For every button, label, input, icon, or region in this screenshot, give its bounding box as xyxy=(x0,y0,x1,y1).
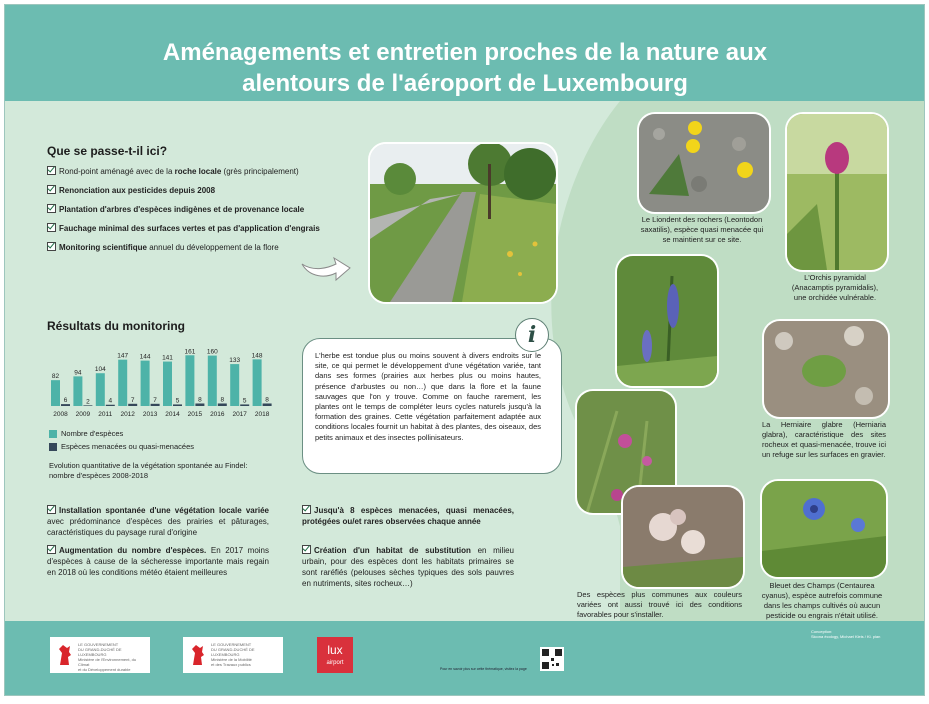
bar-threatened xyxy=(151,404,160,406)
logo-line: et des Travaux publics xyxy=(211,662,251,667)
legend-item-species xyxy=(49,429,123,438)
logo-airport: airport xyxy=(326,660,344,666)
logo-line: Ministère de la Mobilité xyxy=(211,657,252,662)
data-label: 5 xyxy=(175,397,180,405)
result-item xyxy=(47,544,269,578)
legend-label: Nombre d'espèces xyxy=(61,429,124,438)
data-label: 8 xyxy=(198,396,202,404)
logo-line: DU GRAND-DUCHÉ DE LUXEMBOURG xyxy=(211,647,255,657)
data-label: 160 xyxy=(206,348,218,356)
x-tick-label: 2012 xyxy=(120,411,135,418)
x-tick-label: 2017 xyxy=(232,411,247,418)
data-label: 8 xyxy=(220,396,225,404)
logo-text xyxy=(78,642,148,672)
caption-bleuet: Bleuet des Champs (Centaurea cyanus), espèce autrefois commune dans les champs cultivés où aucun pesticide ou engrais n'était utilisé. xyxy=(761,581,883,620)
result-item xyxy=(302,544,514,589)
x-tick-label: 2009 xyxy=(75,411,91,418)
poster xyxy=(4,4,925,696)
caption-liondent: Le Liondent des rochers (Leontodon saxatilis), espèce quasi menacée qui se maintient sur ce site. xyxy=(640,215,764,244)
info-icon: i xyxy=(515,318,549,352)
checkbox-icon xyxy=(47,242,56,251)
caption-especes: Des espèces plus communes aux couleurs variées ont aussi trouvé ici des conditions favorables pour s'installer. xyxy=(577,590,742,619)
result-bold: Installation spontanée d'une végétation locale variée xyxy=(59,506,269,515)
data-label: 7 xyxy=(153,396,157,404)
section-title-what: Que se passe-t-il ici? xyxy=(47,144,168,158)
data-label: 5 xyxy=(242,397,247,405)
caption-herniaire: La Herniaire glabre (Herniaria glabra), caractéristique des sites rocheux et quasi-menacée, trouve ici un refuge sur les surfaces en gravier. xyxy=(762,420,886,459)
data-label: 104 xyxy=(94,366,106,374)
section-title-results: Résultats du monitoring xyxy=(47,319,185,333)
bar-threatened xyxy=(218,403,227,406)
data-label: 133 xyxy=(229,357,241,365)
data-label: 144 xyxy=(139,353,151,361)
chart-caption xyxy=(49,461,247,481)
bar-species xyxy=(185,355,194,406)
credits xyxy=(811,629,911,639)
bar-species xyxy=(73,376,82,406)
item-bold: Renonciation aux pesticides depuis 2008 xyxy=(59,186,216,195)
lion-icon xyxy=(189,643,207,667)
x-tick-label: 2011 xyxy=(98,411,113,418)
bar-threatened xyxy=(240,404,249,406)
data-label: 161 xyxy=(184,348,196,356)
checkbox-icon xyxy=(302,505,311,514)
bar-threatened xyxy=(195,403,204,406)
checkbox-icon xyxy=(302,545,311,554)
lion-icon xyxy=(56,643,74,667)
photo-liondent xyxy=(637,112,771,214)
bar-species xyxy=(118,360,127,406)
credit-text: Sicona écology, Michael Kleis / Kl. pian xyxy=(811,634,881,639)
item-bold: roche locale xyxy=(174,167,222,176)
checkbox-icon xyxy=(47,185,56,194)
legend-swatch xyxy=(49,430,57,438)
title-line-1: Aménagements et entretien proches de la nature aux xyxy=(162,39,768,66)
result-bold: Création d'un habitat de substitution xyxy=(314,546,471,555)
qr-text: Pour en savoir plus sur cette thématique, visitez la page xyxy=(440,667,527,671)
checkbox-icon xyxy=(47,166,56,175)
result-text: En 2017 moins d'espèces à cause de la sécheresse importante mais regain en 2018 où les conditions météo étaient meilleures xyxy=(47,546,269,577)
bar-threatened xyxy=(128,404,137,406)
checkbox-icon xyxy=(47,204,56,213)
bar-species xyxy=(96,373,105,406)
checklist-item xyxy=(47,184,337,196)
result-item xyxy=(302,504,514,527)
checkbox-icon xyxy=(47,505,56,514)
item-text: Rond-point aménagé avec de la xyxy=(59,167,175,176)
bar-species xyxy=(163,362,172,406)
data-label: 4 xyxy=(108,397,113,405)
data-label: 82 xyxy=(51,373,60,381)
photo-herniaire xyxy=(762,319,890,419)
data-label: 141 xyxy=(162,354,173,362)
result-text: avec prédominance d'espèces des prairies et pâturages, caractéristiques du paysage rural d'origine xyxy=(47,517,269,537)
logo-line: LE GOUVERNEMENT xyxy=(78,642,119,647)
caption-orchis: L'Orchis pyramidal (Anacamptis pyramidalis), une orchidée vulnérable. xyxy=(791,273,879,302)
data-label: 2 xyxy=(86,398,90,406)
photo-orchis xyxy=(785,112,889,272)
result-item xyxy=(47,504,269,538)
x-tick-label: 2015 xyxy=(187,411,203,418)
item-bold: Plantation d'arbres d'espèces indigènes et de provenance locale xyxy=(59,205,305,214)
bar-threatened xyxy=(263,403,272,406)
bar-species xyxy=(253,359,262,406)
x-tick-label: 2016 xyxy=(210,411,225,418)
photo-white-flowers xyxy=(621,485,745,589)
photo-road-verge xyxy=(368,142,558,304)
checklist-item xyxy=(47,203,337,215)
photo-bleuet xyxy=(760,479,888,579)
title-line-2: alentours de l'aéroport de Luxembourg xyxy=(242,70,688,97)
data-label: 6 xyxy=(63,397,68,405)
item-bold: Monitoring scientifique xyxy=(59,243,147,252)
bar-species xyxy=(208,356,217,406)
data-label: 148 xyxy=(251,352,263,360)
logo-line: Ministère de l'Environnement, du Climat xyxy=(78,657,137,667)
chart-caption-line: nombre d'espèces 2008-2018 xyxy=(49,471,149,480)
arrow-right-icon xyxy=(300,254,352,284)
result-text: en milieu urbain, pour des espèces dont les habitats primaires se sont raréfiés (pelouses sèches typiques des sols pauvres en nutriments, sites rocheux…) xyxy=(302,546,514,588)
checklist-item xyxy=(47,241,337,253)
logo-ministry-mobility xyxy=(183,637,283,673)
info-text: L'herbe est tondue plus ou moins souvent à divers endroits sur le site, ce qui permet le développement d'une végétation variée, tant dans ses formes (prairies aux herbes plus ou moins hautes, présence d'arbustes ou non…) que dans la flore et la faune sauvages que l'on y trouve. Comme on fauche rarement, les plantes ont le temps de compléter leurs cycles naturels jusqu'à la formation des graines. Cette végétation parfaitement adaptée aux conditions locales fournit un habitat à des plantes, des oiseaux, des petits animaux et des insectes pollinisateurs. xyxy=(315,351,541,442)
legend-label: Espèces menacées ou quasi-menacées xyxy=(61,442,194,451)
result-bold: Jusqu'à 8 espèces menacées, quasi menacées, protégées ou/et rares observées chaque année xyxy=(302,506,514,526)
qr-code-icon[interactable] xyxy=(540,647,564,671)
item-bold: Fauchage minimal des surfaces vertes et pas d'application d'engrais xyxy=(59,224,320,233)
checkbox-icon xyxy=(47,545,56,554)
bar-threatened xyxy=(61,404,70,406)
x-tick-label: 2008 xyxy=(53,411,68,418)
logo-line: et du Développement durable xyxy=(78,667,131,672)
checklist-item xyxy=(47,222,347,234)
logo-lux-airport xyxy=(317,637,353,673)
logo-lux: lux xyxy=(327,643,343,657)
credit-label: Conception: xyxy=(811,629,833,634)
data-label: 7 xyxy=(130,396,135,404)
bar-threatened xyxy=(83,405,92,406)
bar-threatened xyxy=(173,404,182,406)
photo-vipers-bugloss xyxy=(615,254,719,388)
species-bar-chart xyxy=(49,340,273,420)
item-text: (grès principalement) xyxy=(221,167,299,176)
x-tick-label: 2014 xyxy=(165,411,180,418)
result-bold: Augmentation du nombre d'espèces. xyxy=(59,546,207,555)
logo-line: DU GRAND-DUCHÉ DE LUXEMBOURG xyxy=(78,647,122,657)
item-text: annuel du développement de la flore xyxy=(147,243,279,252)
bar-species xyxy=(51,380,60,406)
checkbox-icon xyxy=(47,223,56,232)
data-label: 147 xyxy=(117,352,129,360)
legend-swatch xyxy=(49,443,57,451)
bar-threatened xyxy=(106,405,115,406)
bar-species xyxy=(230,364,239,406)
data-label: 8 xyxy=(265,396,269,404)
bar-species xyxy=(141,361,150,406)
checklist-item xyxy=(47,165,337,177)
data-label: 94 xyxy=(74,369,82,377)
logo-line: LE GOUVERNEMENT xyxy=(211,642,252,647)
legend-item-threatened xyxy=(49,442,194,451)
logo-ministry-environment xyxy=(50,637,150,673)
x-tick-label: 2018 xyxy=(254,411,270,418)
chart-caption-line: Evolution quantitative de la végétation spontanée au Findel: xyxy=(49,461,248,470)
logo-text xyxy=(211,642,281,667)
x-tick-label: 2013 xyxy=(142,411,158,418)
poster-title xyxy=(65,37,865,99)
